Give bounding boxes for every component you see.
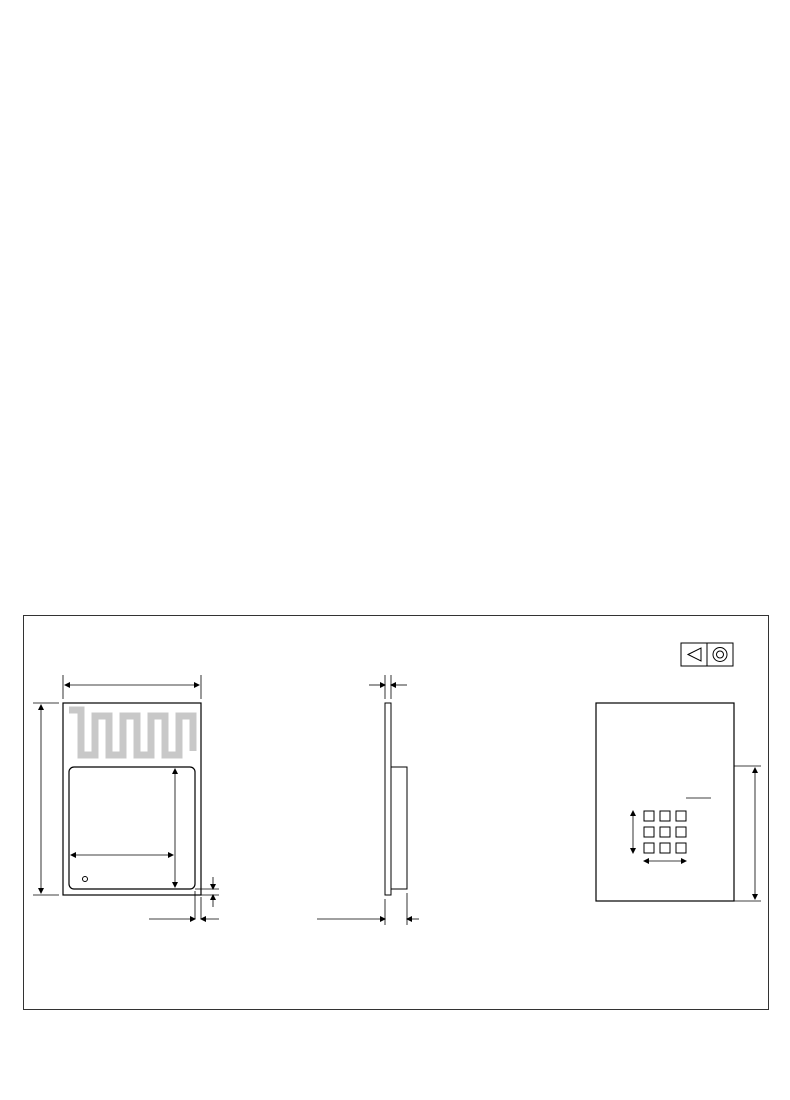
bottom-view	[596, 703, 761, 901]
projection-symbol	[681, 643, 733, 666]
shield-can	[69, 767, 195, 889]
side-view	[317, 675, 419, 925]
module-dimension-drawing	[23, 615, 769, 1011]
top-view	[33, 675, 219, 919]
section-heading	[24, 563, 44, 585]
